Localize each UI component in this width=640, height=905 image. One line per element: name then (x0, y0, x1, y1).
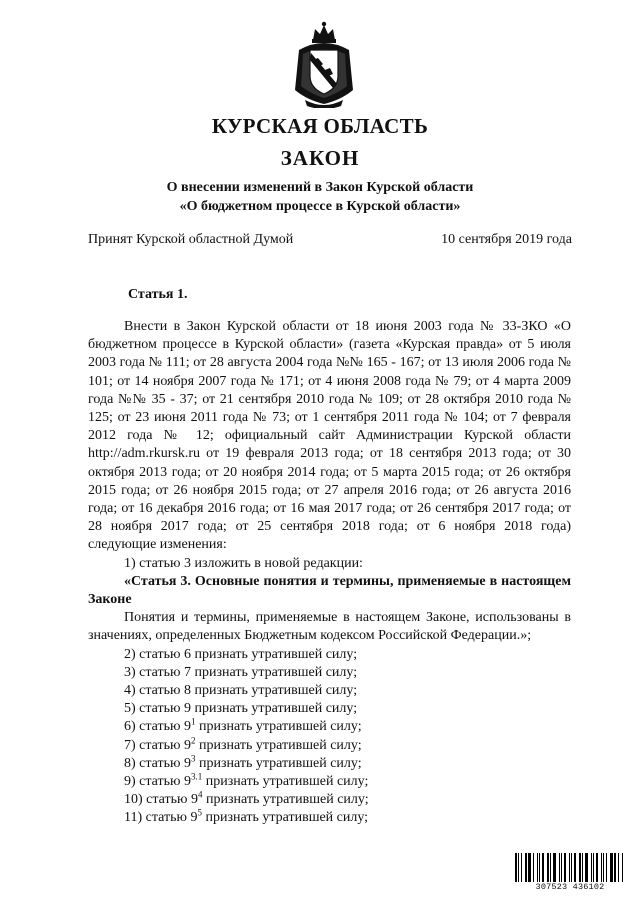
list-item-suffix: признать утратившей силу; (195, 755, 362, 771)
new-article-text: Понятия и термины, применяемые в настоящем Законе, использованы в значениях, определенных Бюджетным кодексом Российской Федерации.»; (88, 610, 571, 644)
article-number-superscript: 3.1 (190, 771, 203, 782)
barcode-bar (610, 853, 613, 882)
list-item-suffix: признать утратившей силу; (202, 774, 369, 790)
coat-of-arms-emblem (291, 20, 357, 108)
list-item (88, 791, 571, 809)
list-item (88, 700, 571, 718)
list-item: 1) статью 3 изложить в новой редакции: (124, 555, 363, 571)
list-item-prefix: 9) статью 9 (124, 774, 191, 790)
region-title: КУРСКАЯ ОБЛАСТЬ (211, 114, 429, 138)
list-item (88, 664, 571, 682)
list-item-prefix: 2) статью 6 (124, 646, 191, 662)
subtitle-line-1: О внесении изменений в Закон Курской области (166, 180, 474, 195)
barcode-bar (582, 853, 583, 882)
list-item-suffix: признать утратившей силу; (190, 683, 358, 699)
list-item-prefix: 5) статью 9 (124, 701, 191, 717)
barcode-bar (622, 853, 623, 882)
list-item-prefix: 4) статью 8 (124, 683, 191, 699)
adopted-by: Принят Курской областной Думой (88, 232, 294, 247)
list-item (88, 755, 571, 773)
list-item-prefix: 3) статью 7 (124, 664, 191, 680)
article-number-superscript: 1 (190, 716, 196, 727)
list-item-suffix: признать утратившей силу; (201, 810, 369, 826)
barcode-bar (547, 853, 549, 882)
barcode-bar (596, 853, 598, 882)
list-item (88, 809, 571, 827)
barcode-bar (533, 853, 534, 882)
barcode-bar (593, 853, 594, 882)
list-item-prefix: 6) статью 9 (124, 719, 191, 735)
list-item-prefix: 10) статью 9 (124, 792, 198, 808)
list-item (88, 773, 571, 791)
barcode-bar (614, 853, 616, 882)
barcode-bars (515, 853, 625, 882)
article-number-superscript: 4 (197, 789, 203, 800)
law-subtitle (0, 178, 640, 216)
barcode-bar (564, 853, 566, 882)
list-item-suffix: признать утратившей силу; (190, 664, 358, 680)
list-item-prefix: 7) статью 9 (124, 737, 191, 753)
amendment-intro: Внести в Закон Курской области от 18 июня 2003 года № 33-ЗКО «О бюджетном процессе в Курской области» (газета «Курская правда» от 5 июля 2003 года № 111; от 28 августа 2004 года №№ 165 - 167; от 13 июля 2006 года № 101; от 14 ноября 2007 года № 171; от 4 июня 2008 года № 79; от 4 марта 2009 года №№ 35 - 37; от 21 сентября 2010 года № 109; от 28 октября 2010 года № 125; от 23 июня 2011 года № 73; от 1 сентября 2011 года № 104; от 7 февраля 2012 года № 12; официальный сайт Администрации Курской области http://adm.rkursk.ru от 19 февраля 2013 года; от 18 сентября 2013 года; от 30 октября 2013 года; от 20 ноября 2014 года; от 5 марта 2015 года; от 26 октября 2015 года; от 26 ноября 2015 года; от 27 апреля 2016 года; от 26 августа 2016 года; от 16 декабря 2016 года; от 16 мая 2017 года; от 26 сентября 2017 года; от 28 ноября 2017 года; от 25 сентября 2018 года; от 6 ноября 2018 года) следующие изменения: (88, 319, 571, 553)
barcode-bar (601, 853, 602, 882)
list-item (88, 718, 571, 736)
barcode-bar (542, 853, 544, 882)
barcode-bar (518, 853, 519, 882)
document-type-title: ЗАКОН (280, 146, 360, 170)
barcode-bar (537, 853, 538, 882)
barcode-bar (569, 853, 570, 882)
adoption-line (88, 232, 572, 248)
barcode-bar (553, 853, 556, 882)
barcode-bar (525, 853, 527, 882)
barcode-bar (521, 853, 522, 882)
list-item-suffix: признать утратившей силу; (195, 737, 362, 753)
barcode-bar (528, 853, 531, 882)
list-item-suffix: признать утратившей силу; (190, 646, 358, 662)
barcode-bar (561, 853, 562, 882)
article-number-superscript: 2 (190, 735, 196, 746)
list-item-prefix: 8) статью 9 (124, 755, 191, 771)
new-article-title: «Статья 3. Основные понятия и термины, применяемые в настоящем Законе (88, 573, 571, 608)
barcode-bar (618, 853, 619, 882)
barcode-number: 307523 436102 (535, 882, 605, 892)
list-item (88, 646, 571, 664)
article-number-superscript: 5 (197, 807, 202, 818)
barcode-bar (550, 853, 551, 882)
barcode-bar (515, 853, 517, 882)
list-item (88, 737, 571, 755)
barcode-bar (585, 853, 588, 882)
article-body (88, 318, 571, 828)
barcode-bar (539, 853, 540, 882)
article-number-superscript: 3 (190, 753, 196, 764)
barcode (515, 853, 625, 893)
barcode-bar (603, 853, 604, 882)
barcode-bar (591, 853, 592, 882)
barcode-bar (579, 853, 581, 882)
adoption-date: 10 сентября 2019 года (441, 232, 572, 247)
list-item-suffix: признать утратившей силу; (202, 792, 369, 808)
barcode-bar (571, 853, 572, 882)
repeal-items-list (88, 646, 571, 828)
barcode-bar (574, 853, 576, 882)
list-item-suffix: признать утратившей силу; (190, 701, 358, 717)
list-item (88, 682, 571, 700)
barcode-bar (606, 853, 607, 882)
list-item-suffix: признать утратившей силу; (195, 719, 362, 735)
article-heading: Статья 1. (128, 287, 188, 302)
list-item-prefix: 11) статью 9 (124, 810, 198, 826)
barcode-bar (559, 853, 560, 882)
subtitle-line-2: «О бюджетном процессе в Курской области» (179, 199, 461, 214)
